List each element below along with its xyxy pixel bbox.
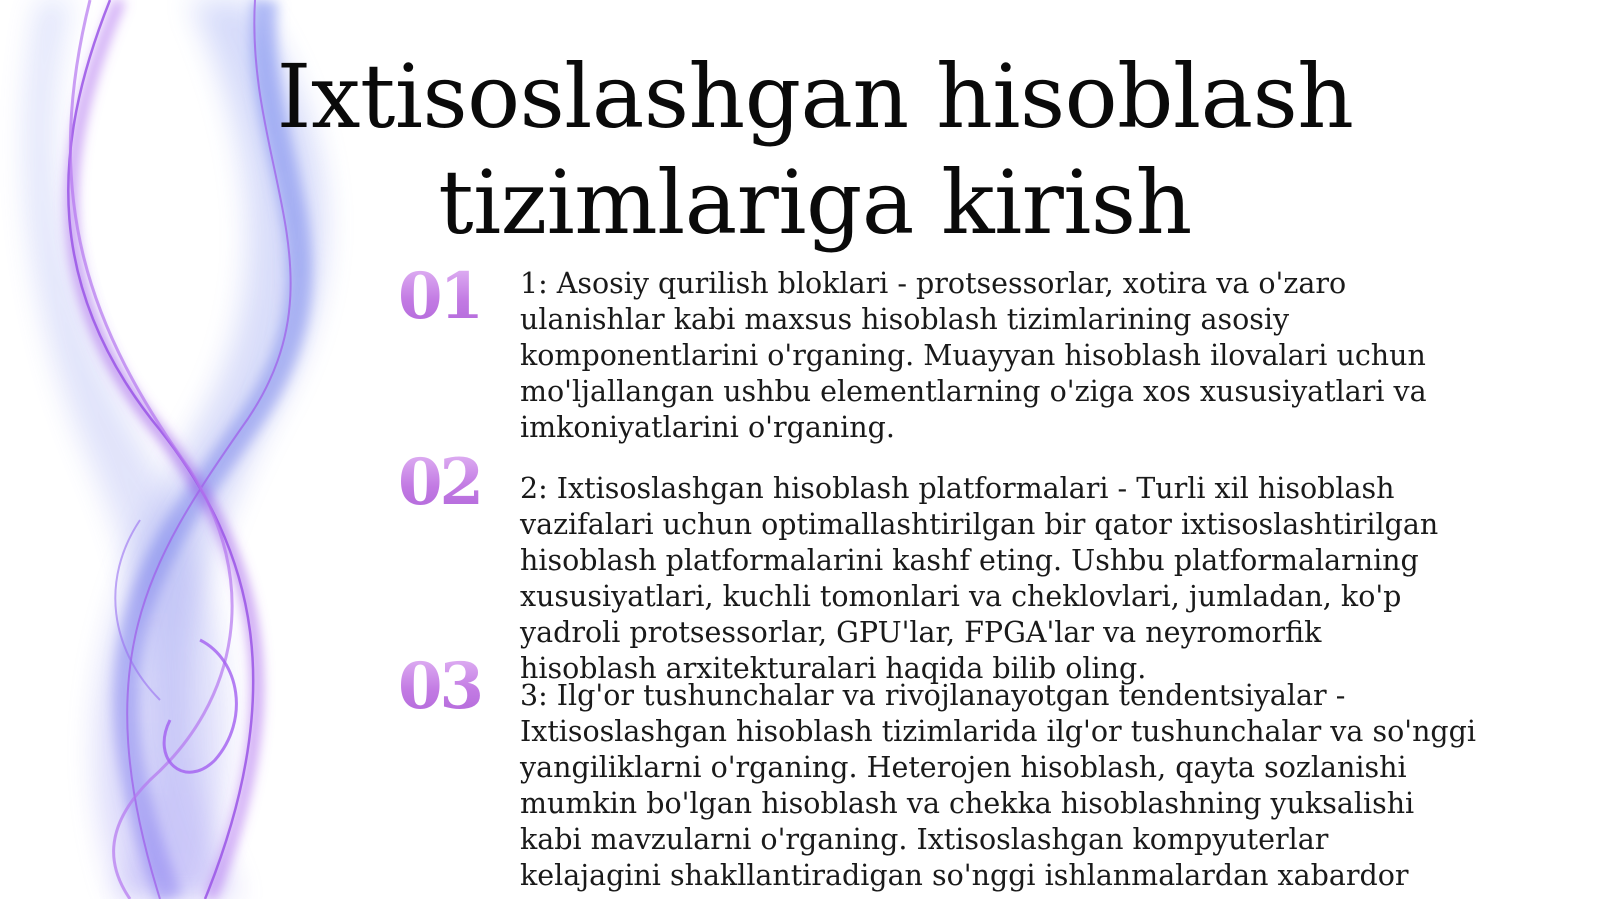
item-text-01: 1: Asosiy qurilish bloklari - protsessorlar, xotira va o'zaro ulanishlar kabi maxsus hisoblash tizimlarining asosiy komponentlarini o'rganing. Muayyan hisoblash ilovalari uchun mo'ljallangan ushbu elementlarning o'ziga xos xususiyatlari va imkoniyatlarini o'rganing.: [520, 267, 1427, 444]
item-number-02: 02: [398, 445, 482, 520]
item-text-03: 3: Ilg'or tushunchalar va rivojlanayotgan tendentsiyalar - Ixtisoslashgan hisoblash tizimlarida ilg'or tushunchalar va so'nggi yangiliklarni o'rganing. Heterojen hisoblash, qayta sozlanishi mumkin bo'lgan hisoblash va chekka hisoblashning yuksalishi kabi mavzularni o'rganing. Ixtisoslashgan kompyuterlar kelajagini shakllantiradigan so'nggi ishlanmalardan xabardor: [520, 679, 1477, 892]
item-number-03: 03: [398, 649, 482, 724]
item-number-01: 01: [398, 259, 482, 334]
item-text-02: 2: Ixtisoslashgan hisoblash platformalari - Turli xil hisoblash vazifalari uchun optimallashtirilgan bir qator ixtisoslashtirilgan hisoblash platformalarini kashf eting. Ushbu platformalarning xususiyatlari, kuchli tomonlari va cheklovlari, jumladan, ko'p yadroli protsessorlar, GPU'lar, FPGA'lar va neyromorfik hisoblash arxitekturalari haqida bilib oling.: [520, 472, 1439, 685]
slide-title: Ixtisoslashgan hisoblash tizimlariga kirish: [276, 45, 1354, 254]
